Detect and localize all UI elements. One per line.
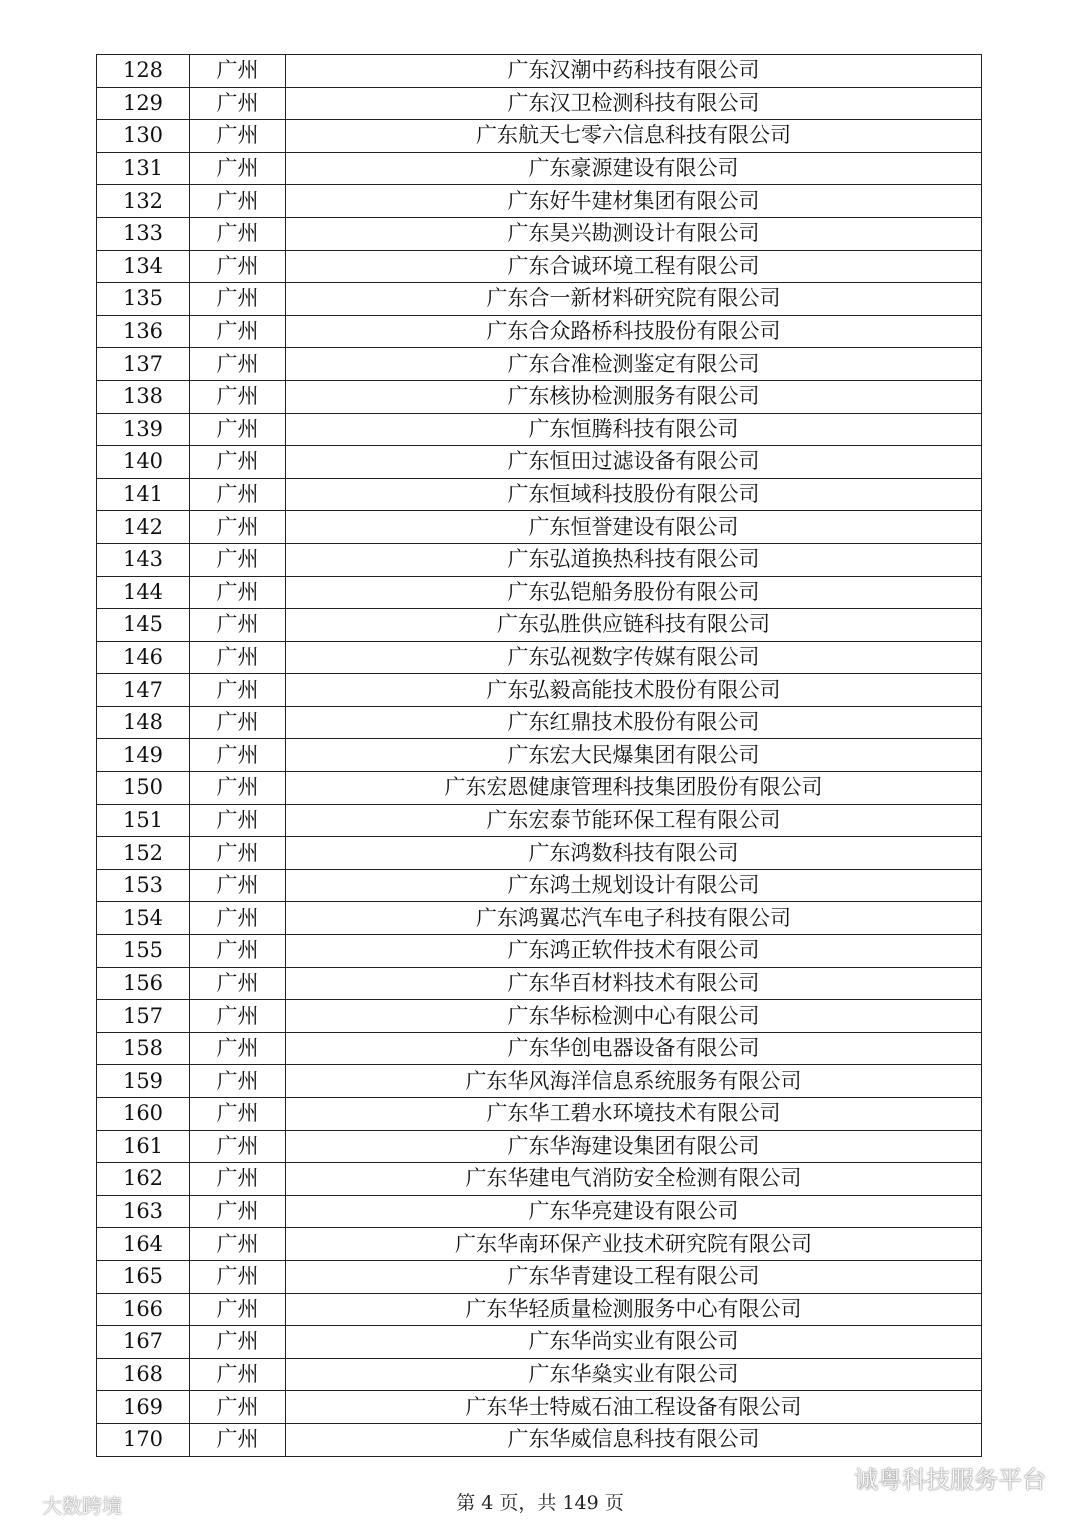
company-name-cell: 广东鸿土规划设计有限公司 — [286, 869, 982, 902]
table-row — [97, 576, 982, 609]
city-cell: 广州 — [190, 1293, 286, 1326]
row-number-cell: 136 — [97, 315, 190, 348]
row-number-cell: 141 — [97, 478, 190, 511]
row-number-cell: 152 — [97, 837, 190, 870]
row-number-cell: 135 — [97, 283, 190, 316]
table-row — [97, 609, 982, 642]
city-cell: 广州 — [190, 217, 286, 250]
row-number-cell: 169 — [97, 1391, 190, 1424]
city-cell: 广州 — [190, 935, 286, 968]
row-number-cell: 160 — [97, 1098, 190, 1131]
city-cell: 广州 — [190, 1130, 286, 1163]
table-row — [97, 1293, 982, 1326]
table-row — [97, 1358, 982, 1391]
row-number-cell: 162 — [97, 1163, 190, 1196]
row-number-cell: 156 — [97, 967, 190, 1000]
row-number-cell: 159 — [97, 1065, 190, 1098]
company-name-cell: 广东华工碧水环境技术有限公司 — [286, 1098, 982, 1131]
city-cell: 广州 — [190, 1195, 286, 1228]
city-cell: 广州 — [190, 804, 286, 837]
city-cell: 广州 — [190, 1358, 286, 1391]
company-name-cell: 广东华百材料技术有限公司 — [286, 967, 982, 1000]
table-row — [97, 543, 982, 576]
row-number-cell: 131 — [97, 152, 190, 185]
table-row — [97, 967, 982, 1000]
city-cell: 广州 — [190, 1260, 286, 1293]
city-cell: 广州 — [190, 185, 286, 218]
city-cell: 广州 — [190, 152, 286, 185]
row-number-cell: 142 — [97, 511, 190, 544]
company-name-cell: 广东华风海洋信息系统服务有限公司 — [286, 1065, 982, 1098]
table-row — [97, 1326, 982, 1359]
table-row — [97, 902, 982, 935]
city-cell: 广州 — [190, 55, 286, 88]
company-name-cell: 广东华威信息科技有限公司 — [286, 1423, 982, 1456]
table-row — [97, 348, 982, 381]
row-number-cell: 161 — [97, 1130, 190, 1163]
company-name-cell: 广东弘视数字传媒有限公司 — [286, 641, 982, 674]
row-number-cell: 138 — [97, 380, 190, 413]
city-cell: 广州 — [190, 511, 286, 544]
row-number-cell: 167 — [97, 1326, 190, 1359]
row-number-cell: 157 — [97, 1000, 190, 1033]
city-cell: 广州 — [190, 641, 286, 674]
company-name-cell: 广东合准检测鉴定有限公司 — [286, 348, 982, 381]
table-row — [97, 1228, 982, 1261]
company-name-cell: 广东鸿正软件技术有限公司 — [286, 935, 982, 968]
table-row — [97, 772, 982, 805]
company-name-cell: 广东华海建设集团有限公司 — [286, 1130, 982, 1163]
table-row — [97, 1391, 982, 1424]
row-number-cell: 133 — [97, 217, 190, 250]
table-row — [97, 55, 982, 88]
company-name-cell: 广东弘胜供应链科技有限公司 — [286, 609, 982, 642]
table-row — [97, 185, 982, 218]
company-name-cell: 广东合诚环境工程有限公司 — [286, 250, 982, 283]
row-number-cell: 132 — [97, 185, 190, 218]
company-name-cell: 广东华南环保产业技术研究院有限公司 — [286, 1228, 982, 1261]
row-number-cell: 129 — [97, 87, 190, 120]
row-number-cell: 170 — [97, 1423, 190, 1456]
row-number-cell: 139 — [97, 413, 190, 446]
table-row — [97, 869, 982, 902]
row-number-cell: 155 — [97, 935, 190, 968]
table-row — [97, 706, 982, 739]
table-row — [97, 1032, 982, 1065]
company-name-cell: 广东航天七零六信息科技有限公司 — [286, 120, 982, 153]
table-row — [97, 674, 982, 707]
row-number-cell: 137 — [97, 348, 190, 381]
city-cell: 广州 — [190, 837, 286, 870]
row-number-cell: 165 — [97, 1260, 190, 1293]
company-name-cell: 广东华尚实业有限公司 — [286, 1326, 982, 1359]
company-name-cell: 广东恒腾科技有限公司 — [286, 413, 982, 446]
city-cell: 广州 — [190, 1163, 286, 1196]
table-body — [97, 55, 982, 1457]
table-row — [97, 380, 982, 413]
table-row — [97, 283, 982, 316]
city-cell: 广州 — [190, 380, 286, 413]
city-cell: 广州 — [190, 902, 286, 935]
city-cell: 广州 — [190, 315, 286, 348]
city-cell: 广州 — [190, 283, 286, 316]
city-cell: 广州 — [190, 1326, 286, 1359]
row-number-cell: 145 — [97, 609, 190, 642]
wechat-logo-icon — [808, 1462, 846, 1494]
city-cell: 广州 — [190, 772, 286, 805]
city-cell: 广州 — [190, 1391, 286, 1424]
city-cell: 广州 — [190, 1423, 286, 1456]
table-row — [97, 641, 982, 674]
company-name-cell: 广东华亮建设有限公司 — [286, 1195, 982, 1228]
company-name-cell: 广东华轻质量检测服务中心有限公司 — [286, 1293, 982, 1326]
table-row — [97, 1098, 982, 1131]
city-cell: 广州 — [190, 250, 286, 283]
company-name-cell: 广东华青建设工程有限公司 — [286, 1260, 982, 1293]
row-number-cell: 150 — [97, 772, 190, 805]
weibo-logo-icon — [8, 1494, 38, 1516]
row-number-cell: 140 — [97, 446, 190, 479]
row-number-cell: 153 — [97, 869, 190, 902]
row-number-cell: 148 — [97, 706, 190, 739]
table-row — [97, 837, 982, 870]
table-row — [97, 1260, 982, 1293]
company-name-cell: 广东弘道换热科技有限公司 — [286, 543, 982, 576]
company-name-cell: 广东红鼎技术股份有限公司 — [286, 706, 982, 739]
table-row — [97, 217, 982, 250]
row-number-cell: 144 — [97, 576, 190, 609]
table-row — [97, 120, 982, 153]
company-name-cell: 广东恒誉建设有限公司 — [286, 511, 982, 544]
row-number-cell: 149 — [97, 739, 190, 772]
table-row — [97, 935, 982, 968]
table-row — [97, 413, 982, 446]
row-number-cell: 163 — [97, 1195, 190, 1228]
table-row — [97, 315, 982, 348]
city-cell: 广州 — [190, 967, 286, 1000]
city-cell: 广州 — [190, 1065, 286, 1098]
table-row — [97, 1423, 982, 1456]
row-number-cell: 166 — [97, 1293, 190, 1326]
company-name-cell: 广东豪源建设有限公司 — [286, 152, 982, 185]
row-number-cell: 146 — [97, 641, 190, 674]
company-name-cell: 广东华燊实业有限公司 — [286, 1358, 982, 1391]
company-name-cell: 广东华士特威石油工程设备有限公司 — [286, 1391, 982, 1424]
page-footer: 第 4 页，共 149 页 — [456, 1492, 624, 1514]
company-list-table-wrapper — [96, 54, 981, 1457]
company-name-cell: 广东恒田过滤设备有限公司 — [286, 446, 982, 479]
company-name-cell: 广东鸿翼芯汽车电子科技有限公司 — [286, 902, 982, 935]
city-cell: 广州 — [190, 576, 286, 609]
city-cell: 广州 — [190, 1098, 286, 1131]
city-cell: 广州 — [190, 120, 286, 153]
table-row — [97, 446, 982, 479]
company-name-cell: 广东宏泰节能环保工程有限公司 — [286, 804, 982, 837]
city-cell: 广州 — [190, 413, 286, 446]
company-name-cell: 广东核协检测服务有限公司 — [286, 380, 982, 413]
company-name-cell: 广东弘毅高能技术股份有限公司 — [286, 674, 982, 707]
table-row — [97, 1163, 982, 1196]
company-name-cell: 广东华标检测中心有限公司 — [286, 1000, 982, 1033]
city-cell: 广州 — [190, 869, 286, 902]
row-number-cell: 130 — [97, 120, 190, 153]
row-number-cell: 158 — [97, 1032, 190, 1065]
city-cell: 广州 — [190, 478, 286, 511]
row-number-cell: 143 — [97, 543, 190, 576]
watermark-left — [8, 1490, 122, 1519]
watermark-left-text: 大数跨境 — [42, 1494, 122, 1518]
company-name-cell: 广东鸿数科技有限公司 — [286, 837, 982, 870]
city-cell: 广州 — [190, 446, 286, 479]
table-row — [97, 804, 982, 837]
company-name-cell: 广东汉卫检测科技有限公司 — [286, 87, 982, 120]
city-cell: 广州 — [190, 543, 286, 576]
watermark-right-text: 诚粤科技服务平台 — [854, 1466, 1046, 1494]
table-row — [97, 250, 982, 283]
table-row — [97, 1000, 982, 1033]
table-row — [97, 739, 982, 772]
table-row — [97, 1130, 982, 1163]
company-name-cell: 广东恒域科技股份有限公司 — [286, 478, 982, 511]
company-name-cell: 广东昊兴勘测设计有限公司 — [286, 217, 982, 250]
row-number-cell: 154 — [97, 902, 190, 935]
city-cell: 广州 — [190, 609, 286, 642]
city-cell: 广州 — [190, 1228, 286, 1261]
company-name-cell: 广东合一新材料研究院有限公司 — [286, 283, 982, 316]
city-cell: 广州 — [190, 1032, 286, 1065]
table-row — [97, 511, 982, 544]
table-row — [97, 1195, 982, 1228]
row-number-cell: 151 — [97, 804, 190, 837]
company-name-cell: 广东华建电气消防安全检测有限公司 — [286, 1163, 982, 1196]
company-name-cell: 广东合众路桥科技股份有限公司 — [286, 315, 982, 348]
row-number-cell: 168 — [97, 1358, 190, 1391]
row-number-cell: 164 — [97, 1228, 190, 1261]
row-number-cell: 147 — [97, 674, 190, 707]
table-row — [97, 1065, 982, 1098]
company-name-cell: 广东好牛建材集团有限公司 — [286, 185, 982, 218]
city-cell: 广州 — [190, 706, 286, 739]
row-number-cell: 134 — [97, 250, 190, 283]
table-row — [97, 478, 982, 511]
row-number-cell: 128 — [97, 55, 190, 88]
city-cell: 广州 — [190, 87, 286, 120]
city-cell: 广州 — [190, 674, 286, 707]
company-name-cell: 广东弘铠船务股份有限公司 — [286, 576, 982, 609]
table-row — [97, 152, 982, 185]
company-name-cell: 广东汉潮中药科技有限公司 — [286, 55, 982, 88]
company-name-cell: 广东宏大民爆集团有限公司 — [286, 739, 982, 772]
city-cell: 广州 — [190, 348, 286, 381]
watermark-right — [808, 1460, 1046, 1495]
city-cell: 广州 — [190, 1000, 286, 1033]
company-list-table — [96, 54, 982, 1457]
company-name-cell: 广东宏恩健康管理科技集团股份有限公司 — [286, 772, 982, 805]
company-name-cell: 广东华创电器设备有限公司 — [286, 1032, 982, 1065]
table-row — [97, 87, 982, 120]
city-cell: 广州 — [190, 739, 286, 772]
